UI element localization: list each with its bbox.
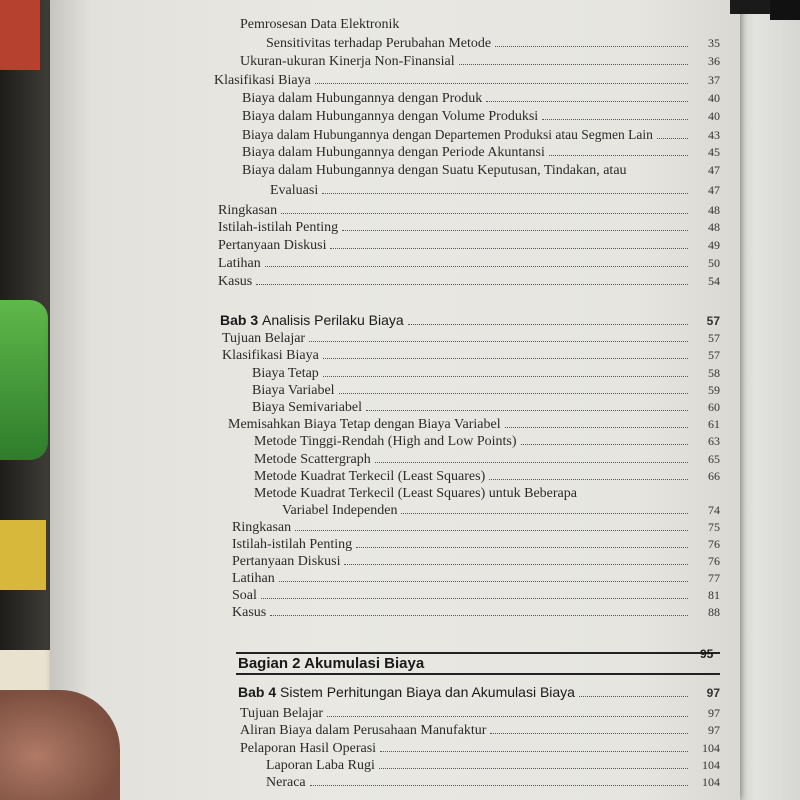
toc-entry[interactable]: Variabel Independen 74 (282, 503, 720, 518)
part-page-number: 95 (700, 647, 714, 661)
thumb (0, 690, 120, 800)
toc-entry[interactable]: Soal 81 (232, 588, 720, 603)
toc-entry[interactable]: Istilah-istilah Penting 76 (232, 537, 720, 552)
toc-entry[interactable]: Biaya Semivariabel 60 (252, 400, 720, 415)
toc-entry[interactable]: Biaya dalam Hubungannya dengan Suatu Keputusan, Tindakan, atau 47 (242, 163, 720, 178)
toc-entry[interactable]: Latihan 50 (218, 256, 720, 271)
toc-entry[interactable]: Ringkasan 48 (218, 203, 720, 218)
toc-entry[interactable]: Klasifikasi Biaya 37 (214, 73, 720, 88)
toc-entry[interactable]: Ringkasan 75 (232, 520, 720, 535)
section-rule-bottom (236, 673, 720, 675)
toc-entry[interactable]: Biaya dalam Hubungannya dengan Periode Akuntansi 45 (242, 145, 720, 160)
toc-entry[interactable]: Metode Tinggi-Rendah (High and Low Points) 63 (254, 434, 720, 449)
toc-entry[interactable]: Pertanyaan Diskusi 49 (218, 238, 720, 253)
toc-entry[interactable]: Laporan Laba Rugi 104 (266, 758, 720, 773)
toc-entry[interactable]: Metode Kuadrat Terkecil (Least Squares) 66 (254, 469, 720, 484)
toc-entry[interactable]: Pemrosesan Data Elektronik (240, 17, 400, 32)
toc-entry[interactable]: Neraca 104 (266, 775, 720, 790)
toc-entry[interactable]: Kasus 88 (232, 605, 720, 620)
toc-entry[interactable]: Tujuan Belajar 57 (222, 331, 720, 346)
toc-entry[interactable]: Metode Scattergraph 65 (254, 452, 720, 467)
toc-entry[interactable]: Istilah-istilah Penting 48 (218, 220, 720, 235)
toc-entry[interactable]: Sensitivitas terhadap Perubahan Metode 35 (266, 36, 720, 51)
toc-entry[interactable]: Biaya Tetap 58 (252, 366, 720, 381)
toc-entry[interactable]: Ukuran-ukuran Kinerja Non-Finansial 36 (240, 54, 720, 69)
toc-entry[interactable]: Klasifikasi Biaya 57 (222, 348, 720, 363)
toc-entry[interactable]: Latihan 77 (232, 571, 720, 586)
toc-entry[interactable]: Biaya dalam Hubungannya dengan Volume Produksi 40 (242, 109, 720, 124)
green-book-spine (0, 300, 48, 460)
toc-entry[interactable]: Biaya dalam Hubungannya dengan Produk 40 (242, 91, 720, 106)
toc-entry[interactable]: Pelaporan Hasil Operasi 104 (240, 741, 720, 756)
toc-entry[interactable]: Pertanyaan Diskusi 76 (232, 554, 720, 569)
yellow-book-spine (0, 520, 46, 590)
section-rule-top (236, 652, 720, 654)
red-book-spine (0, 0, 40, 70)
toc-entry[interactable]: Evaluasi 47 (270, 183, 720, 198)
chapter-heading[interactable]: Bab 3 Analisis Perilaku Biaya 57 (220, 312, 720, 328)
toc-entry[interactable]: Biaya dalam Hubungannya dengan Departemen Produksi atau Segmen Lain 43 (242, 127, 720, 142)
toc-entry[interactable]: Tujuan Belajar 97 (240, 706, 720, 721)
toc-entry[interactable]: Metode Kuadrat Terkecil (Least Squares) untuk Beberapa (254, 486, 577, 501)
part-heading[interactable]: Bagian 2 Akumulasi Biaya (238, 655, 425, 672)
toc-entry[interactable]: Aliran Biaya dalam Perusahaan Manufaktur 97 (240, 723, 720, 738)
chapter-heading[interactable]: Bab 4 Sistem Perhitungan Biaya dan Akumulasi Biaya 97 (238, 684, 720, 700)
toc-entry[interactable]: Biaya Variabel 59 (252, 383, 720, 398)
dark-corner (770, 0, 800, 20)
toc-entry[interactable]: Kasus 54 (218, 274, 720, 289)
header-bar (730, 0, 770, 14)
toc-entry[interactable]: Memisahkan Biaya Tetap dengan Biaya Variabel 61 (228, 417, 720, 432)
